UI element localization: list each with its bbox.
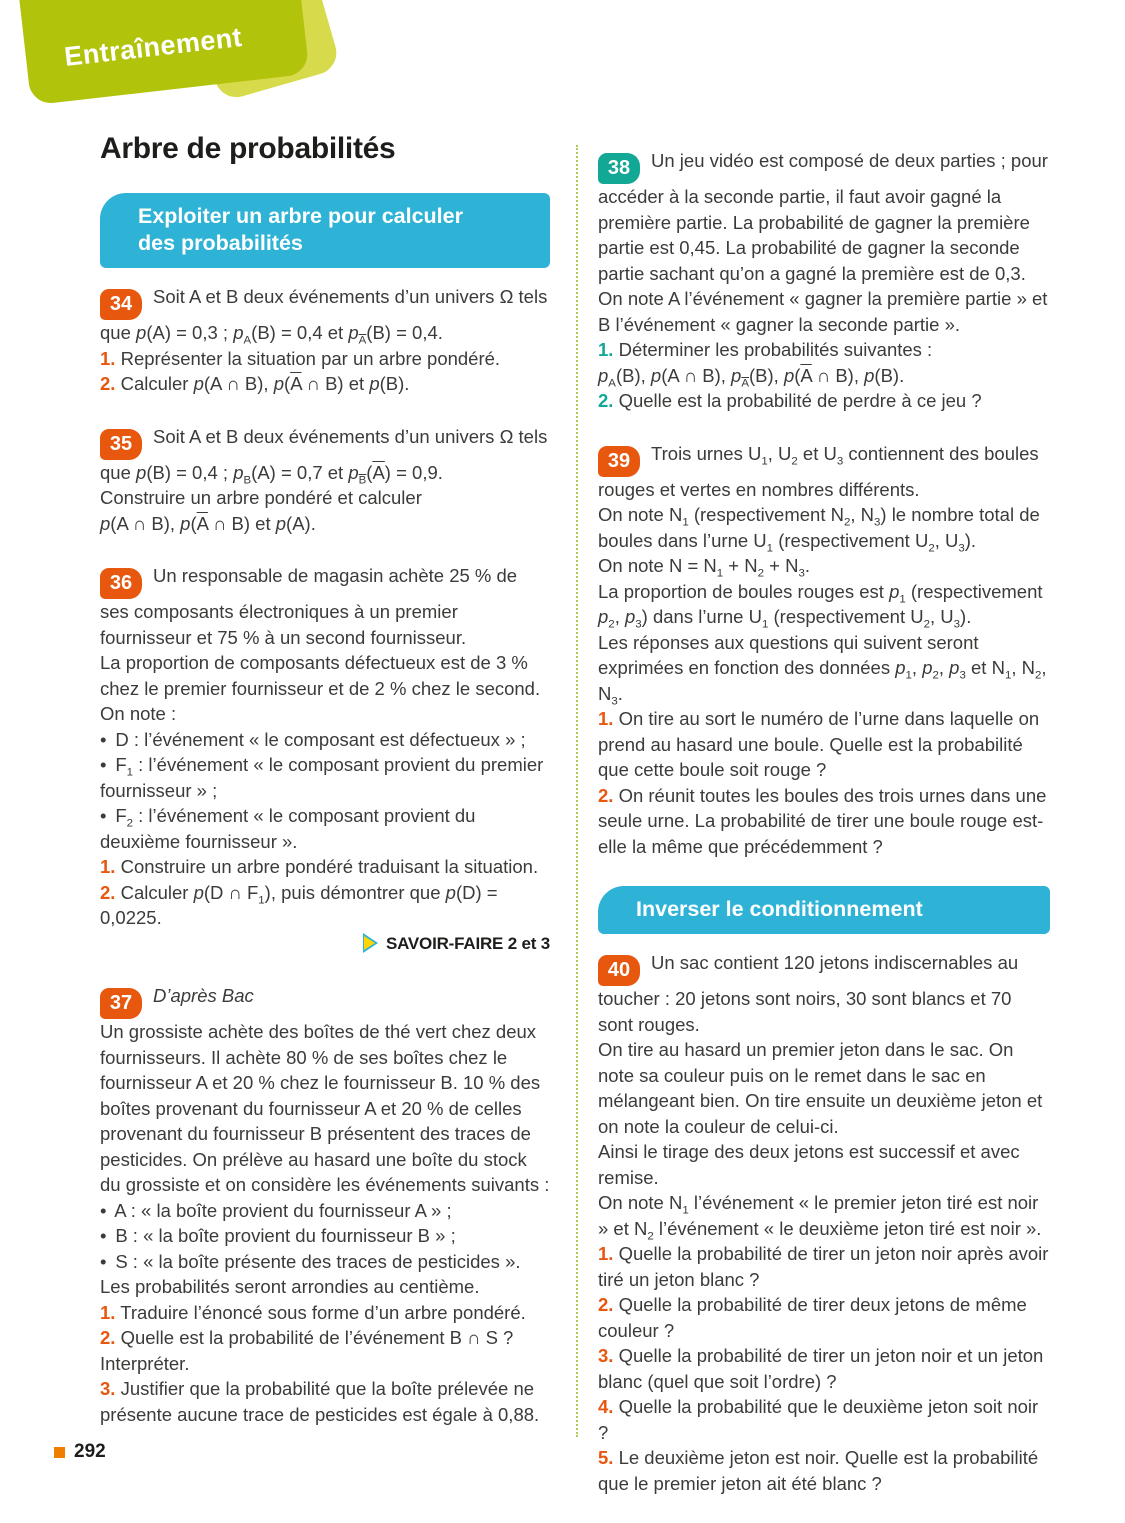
page-title: Arbre de probabilités <box>100 132 396 165</box>
savoir-faire-ref <box>100 931 550 957</box>
question-number: 1. <box>598 339 614 360</box>
question <box>598 1292 1050 1343</box>
question-text: Quelle la probabilité de tirer un jeton noir après avoir tiré un jeton blanc ? <box>598 1243 1049 1290</box>
question <box>598 706 1050 783</box>
question-number: 1. <box>100 856 116 877</box>
exercise-39 <box>598 441 1050 860</box>
page-footer <box>54 1441 106 1463</box>
exercise-number-badge: 34 <box>100 289 142 320</box>
exercise-lead <box>598 950 1050 1037</box>
exercise-lead <box>100 424 550 486</box>
question <box>598 1343 1050 1394</box>
exercise-lead-text: D’après Bac <box>153 985 254 1006</box>
question-text: Construire un arbre pondéré traduisant la situation. <box>120 856 539 877</box>
savoir-faire-label: SAVOIR-FAIRE 2 et 3 <box>385 933 550 953</box>
exercise-text: $p_A(B)$, p(A ∩ B), $p_{\overline{A}}(B)$, $p(\overline{A}$ ∩ B), p(B). <box>598 364 905 390</box>
exercise-number-badge: 39 <box>598 446 640 477</box>
exercise-number-badge: 35 <box>100 429 142 460</box>
exercise-number-badge: 36 <box>100 568 142 599</box>
exercise-text: On note $N_1$ (respectivement $N_2$, $N_3$) le nombre total de boules dans l’urne $U_1$ (respectivement $U_2$, $U_3$). <box>598 504 1040 555</box>
question-text: Déterminer les probabilités suivantes : <box>618 339 933 360</box>
exercise-34 <box>100 284 550 397</box>
question-text: Quelle la probabilité de tirer un jeton noir et un jeton blanc (quel que soit l’ordre) ? <box>598 1345 1044 1392</box>
question <box>598 1445 1050 1496</box>
exercise-text: Un grossiste achète des boîtes de thé vert chez deux fournisseurs. Il achète 80 % de ses boîtes chez le fournisseur A et 20 % chez le fournisseur B. 10 % des boîtes provenant du fournisseur A et 20 % de celles provenant du fournisseur B présentent des traces de pesticides. On prélève au hasard une boîte du stock du grossiste et on considère les événements suivants : <box>100 1021 550 1195</box>
question-number: 3. <box>100 1378 116 1399</box>
entrainement-banner <box>0 0 380 135</box>
left-column-blocks <box>100 193 550 1427</box>
exercise-lead-text: Soit A et B deux événements d’un univers Ω tels que p(A) = 0,3 ; $p_A(B) = 0,4$ et $p_{\overline{A}}(B) = 0,4$. <box>100 286 548 347</box>
exercise-35 <box>100 424 550 537</box>
triangle-right-icon <box>363 933 378 953</box>
exercise-lead <box>100 284 550 346</box>
banner-label: Entraînement <box>62 21 244 73</box>
question-number: 3. <box>598 1345 614 1366</box>
section-header: Exploiter un arbre pour calculer des probabilités <box>100 193 550 268</box>
question-number: 2. <box>100 881 116 903</box>
exercise-text: Les réponses aux questions qui suivent seront exprimées en fonction des données $p_1$, $p_2$, $p_3$ et $N_1$, $N_2$, $N_3$. <box>598 631 1047 708</box>
exercise-text: La proportion de boules rouges est $p_1$ (respectivement $p_2$, $p_3$) dans l’urne $U_1$ (respectivement $U_2$, $U_3$). <box>598 580 1043 631</box>
question-number: 2. <box>100 1327 116 1348</box>
question <box>100 371 550 397</box>
question-number: 2. <box>598 1294 614 1315</box>
question-number: 5. <box>598 1447 614 1468</box>
question-number: 1. <box>598 708 614 729</box>
question <box>100 346 550 372</box>
exercise-text: Les probabilités seront arrondies au centième. <box>100 1276 480 1297</box>
bullet-item: • D : l’événement « le composant est défectueux » ; <box>100 728 526 750</box>
bullet-item: • A : « la boîte provient du fournisseur A » ; <box>100 1199 452 1221</box>
exercise-text: La proportion de composants défectueux est de 3 % chez le premier fournisseur et de 2 % chez le second. <box>100 652 541 699</box>
exercise-36 <box>100 563 550 956</box>
exercise-text: Ainsi le tirage des deux jetons est successif et avec remise. <box>598 1141 1020 1188</box>
question <box>100 854 550 880</box>
question <box>100 1376 550 1427</box>
exercise-lead <box>100 563 550 650</box>
exercise-text: On note $N = N_1 + N_2 + N_3$. <box>598 555 810 580</box>
exercise-text: p(A ∩ B), $p(\overline{A}$ ∩ B) et p(A). <box>100 512 316 534</box>
question <box>100 880 550 931</box>
question <box>100 1300 550 1326</box>
exercise-lead <box>100 983 550 1019</box>
question-number: 4. <box>598 1396 614 1417</box>
question <box>100 1325 550 1376</box>
left-column <box>100 132 550 1454</box>
question-text: Traduire l’énoncé sous forme d’un arbre pondéré. <box>120 1301 526 1323</box>
exercise-lead-text: Un jeu vidéo est composé de deux parties ; pour accéder à la seconde partie, il faut avoir gagné la première partie. La probabilité de gagner la première partie est 0,45. La probabilité de gagner la seconde partie sachant qu’on a gagné la première est de 0,3. <box>598 150 1048 284</box>
exercise-text: On tire au hasard un premier jeton dans le sac. On note sa couleur puis on le remet dans le sac en mélangeant bien. On tire ensuite un deuxième jeton et on note la couleur de celui-ci. <box>598 1039 1043 1137</box>
question-text: On réunit toutes les boules des trois urnes dans une seule urne. La probabilité de tirer une boule rouge est-elle la même que précédemment ? <box>598 784 1047 857</box>
exercise-number-badge: 38 <box>598 153 640 184</box>
question <box>598 1241 1050 1292</box>
question-text: Quelle la probabilité de tirer deux jetons de même couleur ? <box>598 1294 1027 1341</box>
question-number: 1. <box>100 1301 116 1323</box>
question-text: Représenter la situation par un arbre pondéré. <box>120 347 501 369</box>
exercise-number-badge: 37 <box>100 988 142 1019</box>
exercise-lead-text: Soit A et B deux événements d’un univers Ω tels que p(B) = 0,4 ; $p_B(A) = 0,7$ et $p_{\overline{B}}(\overline{A}) = 0,9$. <box>100 425 548 487</box>
bullet-item: • B : « la boîte provient du fournisseur B » ; <box>100 1225 456 1246</box>
right-column <box>598 148 1050 1523</box>
question-text: Calculer p(D ∩ $F_1$), puis démontrer que p(D) = 0,0225. <box>100 881 498 928</box>
exercise-lead-text: Un sac contient 120 jetons indiscernables au toucher : 20 jetons sont noirs, 30 sont blancs et 70 sont rouges. <box>598 952 1019 1035</box>
exercise-38 <box>598 148 1050 414</box>
column-divider <box>576 145 578 1437</box>
question <box>598 388 1050 414</box>
exercise-37 <box>100 983 550 1427</box>
exercise-text: On note A l’événement « gagner la première partie » et B l’événement « gagner la seconde partie ». <box>598 288 1048 335</box>
exercise-lead-text: Un responsable de magasin achète 25 % de ses composants électroniques à un premier fournisseur et 75 % à un second fournisseur. <box>100 565 518 648</box>
question-number: 2. <box>100 373 116 394</box>
question-number: 2. <box>598 784 614 806</box>
question <box>598 337 1050 363</box>
square-bullet-icon <box>54 1447 65 1458</box>
exercise-text: Construire un arbre pondéré et calculer <box>100 487 422 508</box>
exercise-text: On note $N_1$ l’événement « le premier jeton tiré est noir » et $N_2$ l’événement « le deuxième jeton tiré est noir ». <box>598 1192 1042 1243</box>
bullet-item: • $F_1$ : l’événement « le composant provient du premier fournisseur » ; <box>100 754 544 801</box>
question <box>598 1394 1050 1445</box>
question-text: Justifier que la probabilité que la boîte prélevée ne présente aucune trace de pesticides est égale à 0,88. <box>100 1378 540 1425</box>
right-column-blocks <box>598 148 1050 1496</box>
exercise-number-badge: 40 <box>598 955 640 986</box>
question-number: 1. <box>100 347 116 369</box>
page-number: 292 <box>74 1441 106 1462</box>
exercise-40 <box>598 950 1050 1496</box>
question-text: Calculer p(A ∩ B), $p(\overline{A}$ ∩ B) et p(B). <box>120 373 410 394</box>
question <box>598 783 1050 860</box>
section-header: Inverser le conditionnement <box>598 886 1050 934</box>
exercise-lead <box>598 148 1050 286</box>
exercise-lead <box>598 441 1050 503</box>
bullet-item: • $F_2$ : l’événement « le composant provient du deuxième fournisseur ». <box>100 805 476 852</box>
question-text: Quelle est la probabilité de perdre à ce jeu ? <box>618 390 982 411</box>
question-text: Quelle la probabilité que le deuxième jeton soit noir ? <box>598 1396 1039 1443</box>
bullet-item: • S : « la boîte présente des traces de pesticides ». <box>100 1250 521 1272</box>
question-number: 1. <box>598 1243 614 1264</box>
question-number: 2. <box>598 390 614 411</box>
question-text: Le deuxième jeton est noir. Quelle est la probabilité que le premier jeton ait été blanc ? <box>598 1447 1039 1494</box>
question-text: On tire au sort le numéro de l’urne dans laquelle on prend au hasard une boule. Quelle est la probabilité que cette boule soit rouge ? <box>598 708 1040 780</box>
exercise-lead-text: Trois urnes $U_1$, $U_2$ et $U_3$ contiennent des boules rouges et vertes en nombres différents. <box>598 442 1039 500</box>
question-text: Quelle est la probabilité de l’événement B ∩ S ? Interpréter. <box>100 1327 514 1374</box>
exercise-text: On note : <box>100 703 177 724</box>
